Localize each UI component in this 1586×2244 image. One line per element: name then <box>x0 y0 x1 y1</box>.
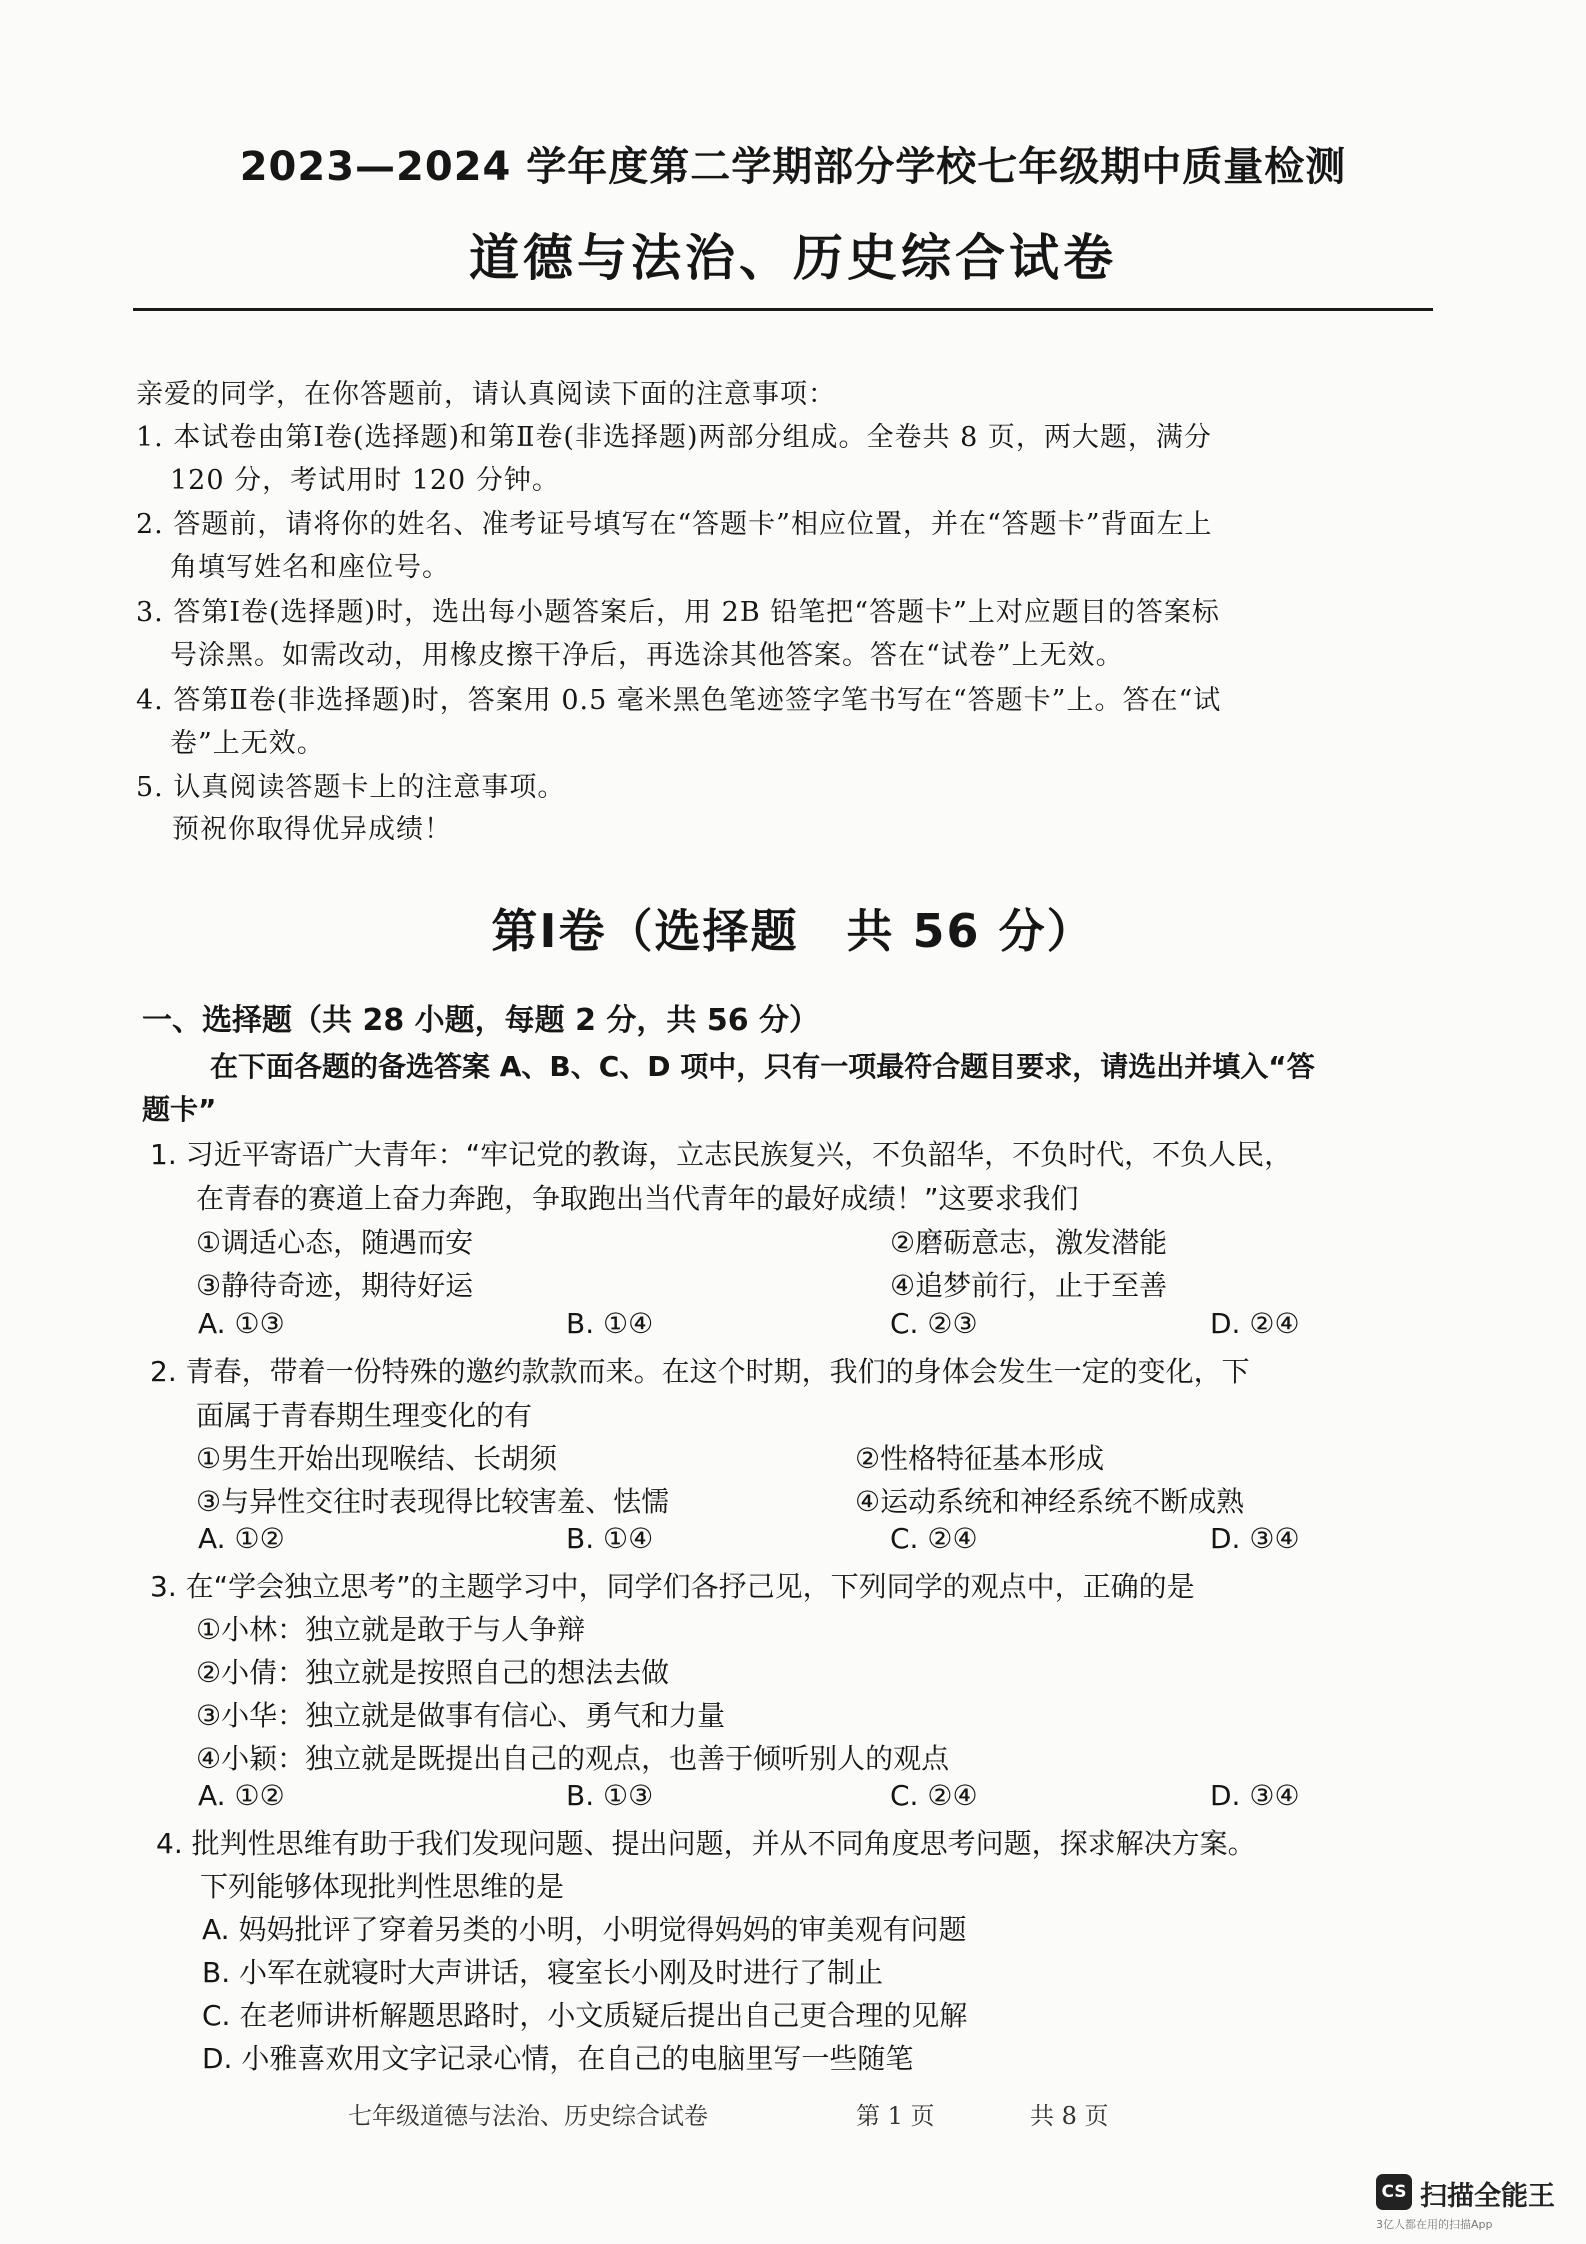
question-1-item: ③静待奇迹，期待好运 <box>196 1269 474 1302</box>
question-2-choice: B. ①④ <box>566 1522 654 1555</box>
notice-line: 1. 本试卷由第Ⅰ卷(选择题)和第Ⅱ卷(非选择题)两部分组成。全卷共 8 页，两大题，满分 <box>136 422 1212 453</box>
question-3-choice: D. ③④ <box>1210 1779 1300 1812</box>
footer-total: 共 8 页 <box>1030 2102 1109 2130</box>
question-3-item: ④小颖：独立就是既提出自己的观点，也善于倾听别人的观点 <box>196 1742 950 1775</box>
footer-title: 七年级道德与法治、历史综合试卷 <box>348 2102 708 2130</box>
notice-closing: 预祝你取得优异成绩！ <box>172 814 452 845</box>
question-1-choice: D. ②④ <box>1210 1307 1300 1340</box>
header-divider <box>133 308 1433 311</box>
exam-title: 2023—2024 学年度第二学期部分学校七年级期中质量检测 <box>239 144 1347 190</box>
question-2-item: ②性格特征基本形成 <box>855 1442 1105 1475</box>
question-2-choice: A. ①② <box>198 1522 285 1555</box>
section-title: 第Ⅰ卷（选择题 共 56 分） <box>491 904 1095 958</box>
question-4-stem: 4. 批判性思维有助于我们发现问题、提出问题，并从不同角度思考问题，探求解决方案。 <box>156 1827 1256 1860</box>
question-4-choice: A. 妈妈批评了穿着另类的小明，小明觉得妈妈的审美观有问题 <box>202 1913 967 1946</box>
question-4-choice: B. 小军在就寝时大声讲话，寝室长小刚及时进行了制止 <box>202 1956 884 1989</box>
question-1-choice: A. ①③ <box>198 1307 285 1340</box>
question-3-choice: B. ①③ <box>566 1779 654 1812</box>
notice-line: 4. 答第Ⅱ卷(非选择题)时，答案用 0.5 毫米黑色笔迹签字笔书写在“答题卡”上。答在“试 <box>136 685 1222 716</box>
question-2-item: ③与异性交往时表现得比较害羞、怯懦 <box>196 1485 670 1518</box>
question-2-item: ①男生开始出现喉结、长胡须 <box>196 1442 558 1475</box>
notice-line: 号涂黑。如需改动，用橡皮擦干净后，再选涂其他答案。答在“试卷”上无效。 <box>170 640 1124 671</box>
notice-line: 3. 答第Ⅰ卷(选择题)时，选出每小题答案后，用 2B 铅笔把“答题卡”上对应题目的答案标 <box>136 597 1220 628</box>
watermark-text: 扫描全能王 <box>1420 2181 1555 2212</box>
question-4-choice: D. 小雅喜欢用文字记录心情，在自己的电脑里写一些随笔 <box>202 2042 914 2075</box>
question-2-choice: C. ②④ <box>890 1522 978 1555</box>
exam-subtitle: 道德与法治、历史综合试卷 <box>469 229 1117 287</box>
notice-line: 5. 认真阅读答题卡上的注意事项。 <box>136 772 566 803</box>
question-2-choice: D. ③④ <box>1210 1522 1300 1555</box>
question-1-item: ④追梦前行，止于至善 <box>890 1269 1168 1302</box>
question-3-choice: C. ②④ <box>890 1779 978 1812</box>
question-2-stem: 2. 青春，带着一份特殊的邀约款款而来。在这个时期，我们的身体会发生一定的变化，下 <box>150 1355 1250 1388</box>
question-3-choice: A. ①② <box>198 1779 285 1812</box>
question-3-item: ①小林：独立就是敢于与人争辩 <box>196 1613 586 1646</box>
question-2-stem: 面属于青春期生理变化的有 <box>196 1399 533 1432</box>
part-instruction: 题卡” <box>142 1093 217 1126</box>
question-1-item: ②磨砺意志，激发潜能 <box>890 1226 1168 1259</box>
part-heading: 一、选择题（共 28 小题，每题 2 分，共 56 分） <box>142 1003 820 1038</box>
question-1-stem: 在青春的赛道上奋力奔跑，争取跑出当代青年的最好成绩！”这要求我们 <box>196 1182 1079 1215</box>
notice-line: 角填写姓名和座位号。 <box>170 552 450 583</box>
watermark-tagline: 3亿人都在用的扫描App <box>1376 2218 1493 2231</box>
footer-page: 第 1 页 <box>856 2102 935 2130</box>
question-1-stem: 1. 习近平寄语广大青年：“牢记党的教诲，立志民族复兴，不负韶华，不负时代，不负人民， <box>150 1138 1293 1171</box>
notice-line: 卷”上无效。 <box>170 728 325 759</box>
notice-line: 2. 答题前，请将你的姓名、准考证号填写在“答题卡”相应位置，并在“答题卡”背面左上 <box>136 509 1213 540</box>
question-1-choice: C. ②③ <box>890 1307 978 1340</box>
question-3-item: ③小华：独立就是做事有信心、勇气和力量 <box>196 1699 726 1732</box>
scanner-watermark <box>1376 2170 1568 2230</box>
question-1-choice: B. ①④ <box>566 1307 654 1340</box>
question-2-item: ④运动系统和神经系统不断成熟 <box>855 1485 1245 1518</box>
camscanner-logo-icon: CS <box>1376 2174 1412 2210</box>
question-3-item: ②小倩：独立就是按照自己的想法去做 <box>196 1656 670 1689</box>
question-4-stem: 下列能够体现批判性思维的是 <box>200 1870 565 1903</box>
notice-line: 120 分，考试用时 120 分钟。 <box>170 465 560 496</box>
question-3-stem: 3. 在“学会独立思考”的主题学习中，同学们各抒己见，下列同学的观点中，正确的是 <box>150 1570 1195 1603</box>
part-instruction: 在下面各题的备选答案 A、B、C、D 项中，只有一项最符合题目要求，请选出并填入“答 <box>210 1050 1315 1083</box>
question-4-choice: C. 在老师讲析解题思路时，小文质疑后提出自己更合理的见解 <box>202 1999 968 2032</box>
question-1-item: ①调适心态，随遇而安 <box>196 1226 474 1259</box>
notice-intro: 亲爱的同学，在你答题前，请认真阅读下面的注意事项： <box>136 379 836 410</box>
